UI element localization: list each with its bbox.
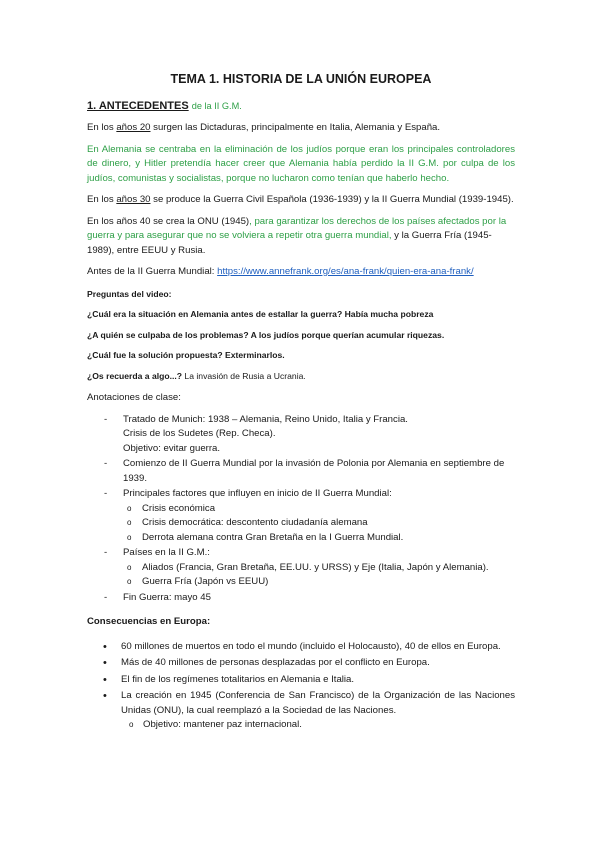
video-question-1 [87,307,515,322]
sub-list-item: o Crisis democrática: descontento ciudadanía alemana [87,516,515,531]
video-question-3 [87,348,515,363]
answer-text: A los judíos porque querían acumular riquezas. [248,329,445,340]
page-title: TEMA 1. HISTORIA DE LA UNIÓN EUROPEA [170,72,432,86]
sub-list [87,502,515,546]
class-notes-list [87,413,515,606]
p5-text: Antes de la II Guerra Mundial: [87,266,218,277]
sub-list-item: o Aliados (Francia, Gran Bretaña, EE.UU. y URSS) y Eje (Italia, Japón y Alemania). [87,561,515,576]
sub-list-item: o Objetivo: mantener paz internacional. [121,718,515,733]
sub-list [121,718,515,733]
paragraph-20s [87,121,515,136]
p3-text-b: se produce la Guerra Civil Española (1936-1939) y la II Guerra Mundial (1939-1945). [150,194,514,205]
answer-text: Había mucha pobreza [342,309,434,319]
sub-list-item: o Guerra Fría (Japón vs EEUU) [87,575,515,590]
list-item: - Fin Guerra: mayo 45 [87,591,515,606]
paragraph-link [87,265,515,280]
note-line: - Países en la II G.M.: [123,547,210,558]
note-line: Objetivo: evitar guerra. [123,442,221,454]
list-item [87,689,515,733]
list-item [87,546,515,590]
consequence-text: • La creación en 1945 (Conferencia de San Francisco) de la Organización de las Naciones Unidas (ONU), la cual reemplazó a la Sociedad de las Naciones. [121,690,515,716]
answer-text: Exterminarlos. [222,350,285,360]
note-line: - Tratado de Munich: 1938 – Alemania, Reino Unido, Italia y Francia. [123,413,408,425]
p1-text-a: En los [87,122,117,133]
answer-text: La invasión de Rusia a Ucrania. [182,370,306,381]
consequences-heading: Consecuencias en Europa: [87,616,211,627]
question-text: ¿Os recuerda a algo...? [87,370,183,381]
paragraph-germany: En Alemania se centraba en la eliminación de los judíos porque eran los principales controladores de dinero, y Hitler pretendía hacer creer que Alemania había perdido la II G.M. por culpa de los judíos, comunistas y socialistas, porque no lucharon como tenían que haberlo hecho. [87,143,515,184]
question-text: ¿Cuál era la situación en Alemania antes de estallar la guerra? [87,309,343,319]
sub-list-item: o Derrota alemana contra Gran Bretaña en la I Guerra Mundial. [87,531,515,546]
paragraph-30s [87,193,515,208]
note-line: - Principales factores que influyen en inicio de II Guerra Mundial: [123,488,392,499]
p1-text-b: surgen las Dictaduras, principalmente en Italia, Alemania y España. [150,122,441,133]
sub-list-item: o Crisis económica [87,502,515,517]
section-heading [87,99,515,114]
p4-text-b: y la Guerra Fría (1945-1989), entre EEUU y Rusia. [87,230,492,256]
list-item: - Comienzo de II Guerra Mundial por la invasión de Polonia por Alemania en septiembre de 1939. [87,457,515,486]
question-text: ¿A quién se culpaba de los problemas? [87,329,249,340]
section-heading-text: 1. ANTECEDENTES [87,99,189,112]
question-text: ¿Cuál fue la solución propuesta? [87,350,223,360]
class-notes-heading: Anotaciones de clase: [87,392,181,403]
list-item: • El fin de los regímenes totalitarios en Alemania e Italia. [87,673,515,688]
list-item: • Más de 40 millones de personas desplazadas por el conflicto en Europa. [87,656,515,671]
note-line: Crisis de los Sudetes (Rep. Checa). [123,428,276,439]
sub-list [87,561,515,590]
p1-underlined: años 20 [116,122,151,133]
consequences-list [87,640,515,733]
p3-underlined: años 30 [116,194,151,205]
list-item [87,487,515,545]
anne-frank-link[interactable]: https://www.annefrank.org/es/ana-frank/quien-era-ana-frank/ [217,266,474,277]
section-heading-note: de la II G.M. [191,100,242,111]
video-question-2 [87,328,515,343]
list-item: • 60 millones de muertos en todo el mundo (incluido el Holocausto), 40 de ellos en Europa. [87,640,515,655]
paragraph-40s [87,215,515,259]
video-questions-heading: Preguntas del video: [87,288,172,299]
p4-green-text: , para garantizar los derechos de los países afectados por la guerra y para asegurar que no se volviera a repetir otra guerra mundial, [87,215,507,241]
p3-text-a: En los [87,194,117,205]
list-item [87,413,515,457]
p4-text-a: En los años 40 se crea la ONU (1945) [87,215,250,227]
video-question-4 [87,369,515,384]
